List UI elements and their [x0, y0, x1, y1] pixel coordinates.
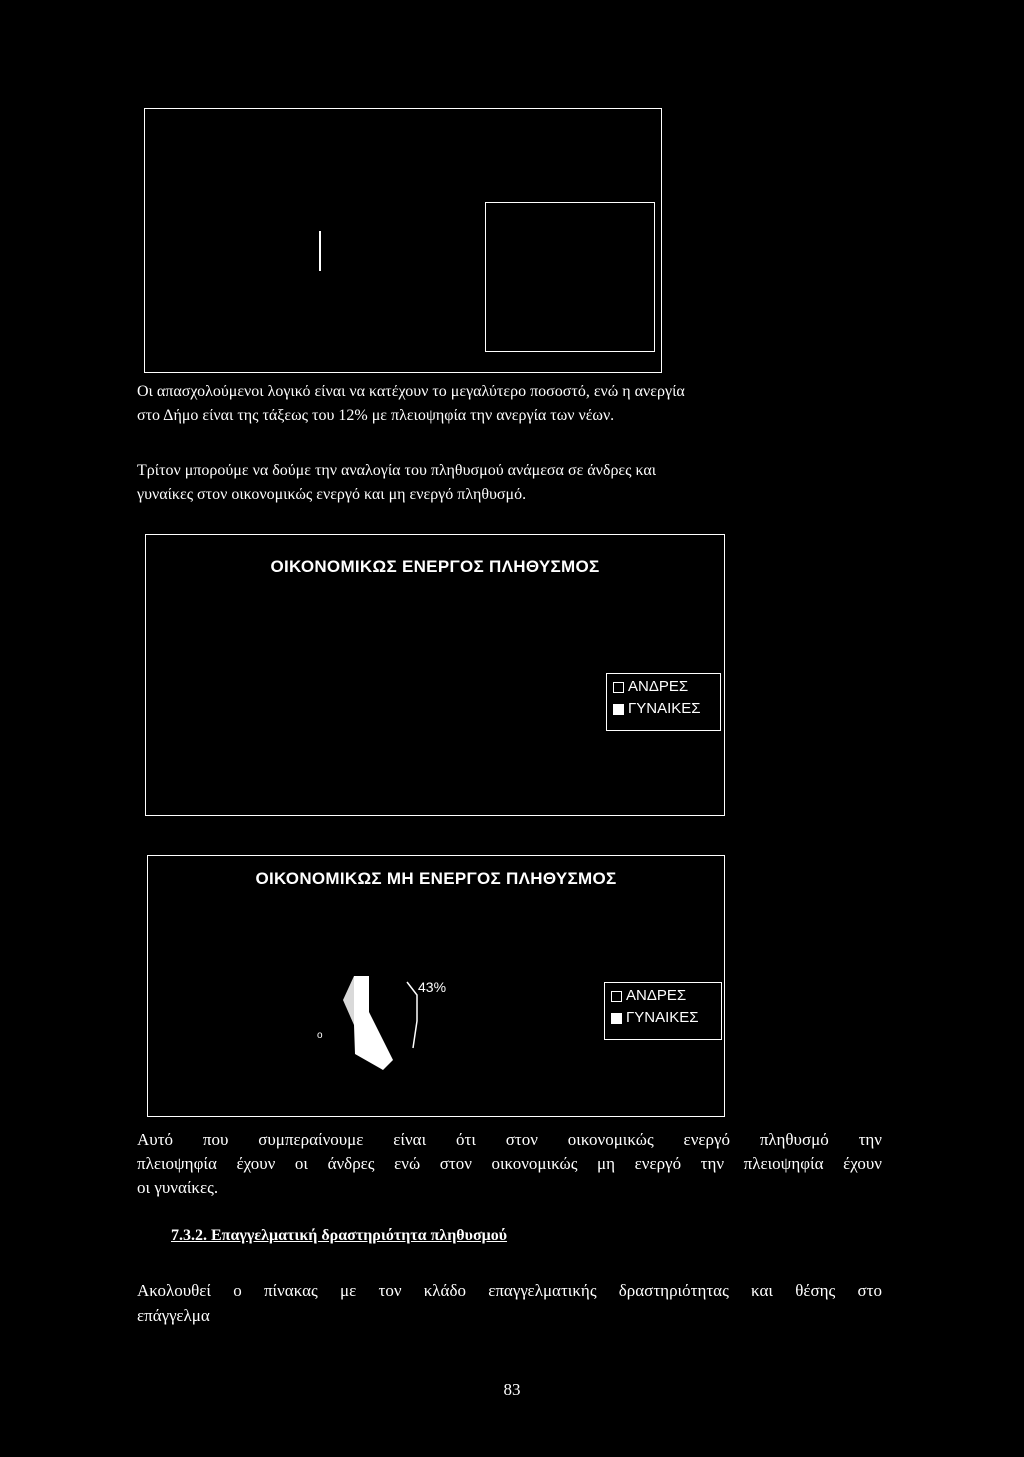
legend-label: ΑΝΔΡΕΣ [628, 678, 689, 695]
pie-chart [303, 966, 447, 1076]
paragraph-line: Αυτό που συμπεραίνουμε είναι ότι στον οικονομικώς ενεργό πληθυσμό την [137, 1130, 882, 1149]
paragraph-line: οι γυναίκες. [137, 1178, 219, 1197]
page-number: 83 [503, 1380, 521, 1399]
top-chart-inner-box [485, 202, 655, 352]
paragraph-line: Οι απασχολούμενοι λογικό είναι να κατέχουν το μεγαλύτερο ποσοστό, ενώ η ανεργία [137, 383, 685, 400]
chart-title: ΟΙΚΟΝΟΜΙΚΩΣ ΕΝΕΡΓΟΣ ΠΛΗΘΥΣΜΟΣ [270, 557, 600, 576]
paragraph-line: γυναίκες στον οικονομικώς ενεργό και μη ενεργό πληθυσμό. [137, 486, 527, 503]
paragraph-line: στο Δήμο είναι της τάξεως του 12% με πλειοψηφία την ανεργία των νέων. [137, 407, 615, 424]
legend-swatch-women [613, 704, 624, 715]
pie-slice-men [343, 976, 354, 1025]
pie-data-label [418, 979, 446, 995]
legend-item-men [611, 985, 715, 1007]
legend-swatch-men [611, 991, 622, 1002]
pie-data-label-text: 43% [418, 979, 447, 995]
paragraph-line: πλειοψηφία έχουν οι άνδρες ενώ στον οικονομικώς μη ενεργό την πλειοψηφία έχουν [137, 1154, 882, 1173]
paragraph-conclusion [137, 1128, 882, 1200]
chart-economically-inactive [147, 855, 725, 1117]
pie-leader-line [407, 982, 417, 1048]
top-chart-frame [144, 108, 662, 373]
paragraph-line: επάγγελμα [137, 1306, 210, 1325]
chart-title: ΟΙΚΟΝΟΜΙΚΩΣ ΜΗ ΕΝΕΡΓΟΣ ΠΛΗΘΥΣΜΟΣ [255, 869, 617, 888]
top-chart-bar-mark [319, 231, 321, 271]
legend-label: ΓΥΝΑΙΚΕΣ [626, 1009, 699, 1026]
legend-item-women [613, 698, 714, 720]
paragraph-gender-ratio [137, 459, 877, 507]
paragraph-unemployment [137, 380, 877, 428]
legend-item-women [611, 1007, 715, 1029]
paragraph-table-intro [137, 1278, 882, 1328]
legend-label: ΓΥΝΑΙΚΕΣ [628, 700, 701, 717]
pie-slice-women [354, 976, 393, 1070]
legend-label: ΑΝΔΡΕΣ [626, 987, 687, 1004]
chart-legend [606, 673, 721, 731]
legend-item-men [613, 676, 714, 698]
pie-small-mark: o [317, 1030, 323, 1041]
paragraph-line: Ακολουθεί ο πίνακας με τον κλάδο επαγγελματικής δραστηριότητας και θέσης στο [137, 1281, 882, 1300]
legend-swatch-women [611, 1013, 622, 1024]
chart-legend [604, 982, 722, 1040]
chart-economically-active [145, 534, 725, 816]
paragraph-line: Τρίτον μπορούμε να δούμε την αναλογία του πληθυσμού ανάμεσα σε άνδρες και [137, 462, 657, 479]
legend-swatch-men [613, 682, 624, 693]
section-heading: 7.3.2. Επαγγελματική δραστηριότητα πληθυσμού [171, 1227, 508, 1244]
